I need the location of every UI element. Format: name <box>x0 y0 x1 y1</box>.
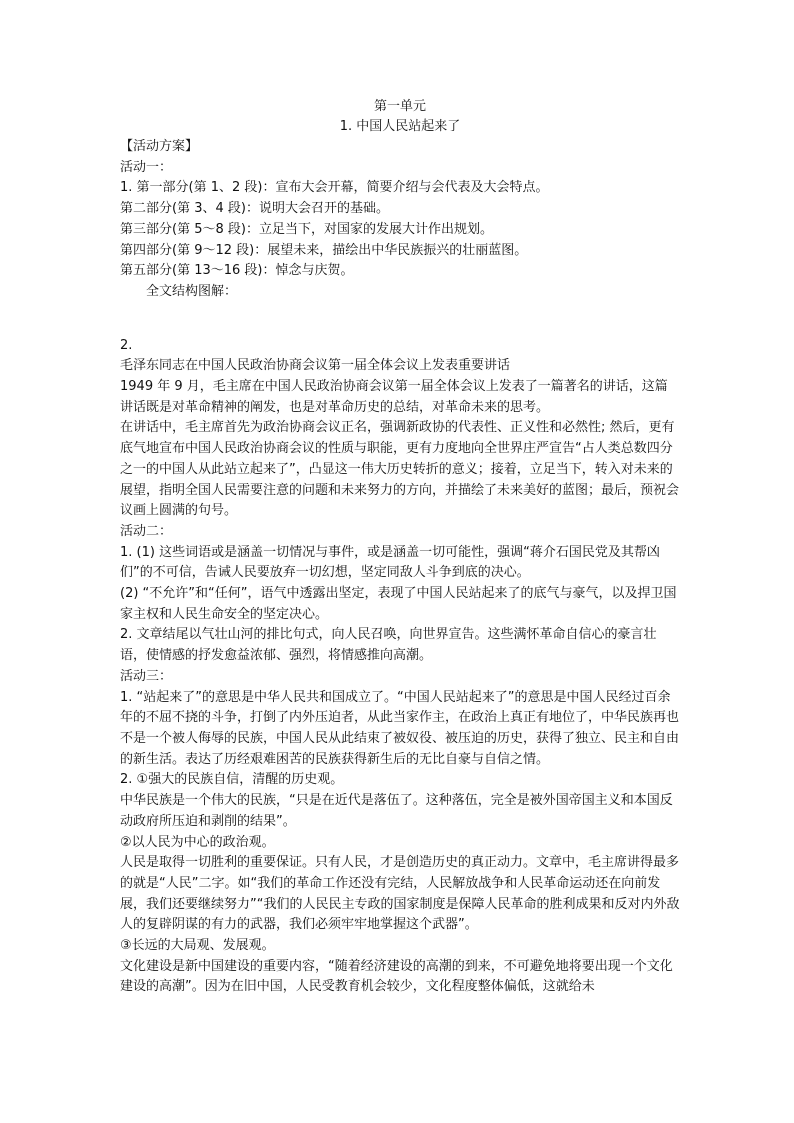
paragraph: 毛泽东同志在中国人民政治协商会议第一届全体会议上发表重要讲话 <box>120 358 511 374</box>
activity-heading: 活动二： <box>120 523 173 539</box>
paragraph: ②以人民为中心的政治观。 <box>120 834 275 850</box>
unit-title: 第一单元 <box>373 99 426 114</box>
document-page <box>120 97 680 998</box>
paragraph: 1949 年 9 月，毛主席在中国人民政治协商会议第一届全体会议上发表了一篇著名的讲话，这篇讲话既是对革命精神的阐发，也是对革命历史的总结，对革命未来的思考。 <box>120 379 668 415</box>
paragraph: (2) “不允许”和“任何”，语气中透露出坚定，表现了中国人民站起来了的底气与豪气，以及捍卫国家主权和人民生命安全的坚定决心。 <box>120 586 677 622</box>
diagram-placeholder <box>120 303 680 336</box>
paragraph: ③长远的大局观、发展观。 <box>120 938 275 954</box>
section-heading: 【活动方案】 <box>120 139 199 154</box>
paragraph: 中华民族是一个伟大的民族，“只是在近代是落伍了。这种落伍，完全是被外国帝国主义和本国反动政府所压迫和剥削的结果”。 <box>120 793 673 829</box>
paragraph: 1. (1) 这些词语或是涵盖一切情况与事件，或是涵盖一切可能性，强调“蒋介石国民党及其帮凶们”的不可信，告诫人民要放弃一切幻想，坚定同敌人斗争到底的决心。 <box>120 544 660 581</box>
paragraph: 1. 第一部分(第 1、2 段)：宣布大会开幕，简要介绍与会代表及大会特点。 <box>120 180 549 196</box>
paragraph: 第二部分(第 3、4 段)：说明大会召开的基础。 <box>120 201 389 217</box>
activity-heading: 活动三： <box>120 668 173 684</box>
paragraph: 在讲话中，毛主席首先为政治协商会议正名，强调新政协的代表性、正义性和必然性; 然后，更有底气地宣布中国人民政治协商会议的性质与职能，更有力度地向全世界庄严宣告“占人类总数四分之一的中国人从此站立起来了”，凸显这一伟大历史转折的意义；接着，立足当下，转入对未来的展望，指明全国人民需要注意的问题和未来努力的方向，并描绘了未来美好的蓝图；最后，预祝会议画上圆满的句号。 <box>120 420 680 519</box>
paragraph: 2. <box>120 337 133 353</box>
structure-diagram-label: 全文结构图解： <box>146 283 238 299</box>
paragraph: 2. ①强大的民族自信，清醒的历史观。 <box>120 772 344 788</box>
paragraph: 人民是取得一切胜利的重要保证。只有人民，才是创造历史的真正动力。文章中，毛主席讲得最多的就是“人民”二字。如“我们的革命工作还没有完结，人民解放战争和人民革命运动还在向前发展，我们还要继续努力”“我们的人民民主专政的国家制度是保障人民革命的胜利成果和反对内外敌人的复辟阴谋的有力的武器，我们必须牢牢地掌握这个武器”。 <box>120 855 680 933</box>
paragraph: 第四部分(第 9～12 段)：展望未来，描绘出中华民族振兴的壮丽蓝图。 <box>120 242 528 258</box>
paragraph: 第五部分(第 13～16 段)：悼念与庆贺。 <box>120 263 354 279</box>
paragraph: 1. “站起来了”的意思是中华人民共和国成立了。“中国人民站起来了”的意思是中国人民经过百余年的不屈不挠的斗争，打倒了内外压迫者，从此当家作主，在政治上真正有地位了，中华民族再也不是一个被人侮辱的民族，中国人民从此结束了被奴役、被压迫的历史，获得了独立、民主和自由的新生活。表达了历经艰难困苦的民族获得新生后的无比自豪与自信之情。 <box>120 689 680 767</box>
lesson-title: 1. 中国人民站起来了 <box>339 119 461 134</box>
paragraph: 2. 文章结尾以气壮山河的排比句式，向人民召唤，向世界宣告。这些满怀革命自信心的豪言壮语，使情感的抒发愈益浓郁、强烈，将情感推向高潮。 <box>120 627 657 664</box>
paragraph: 文化建设是新中国建设的重要内容，“随着经济建设的高潮的到来，不可避免地将要出现一个文化建设的高潮”。因为在旧中国，人民受教育机会较少，文化程度整体偏低，这就给未 <box>120 958 673 995</box>
paragraph: 第三部分(第 5～8 段)：立足当下，对国家的发展大计作出规划。 <box>120 221 493 237</box>
activity-heading: 活动一： <box>120 159 173 175</box>
